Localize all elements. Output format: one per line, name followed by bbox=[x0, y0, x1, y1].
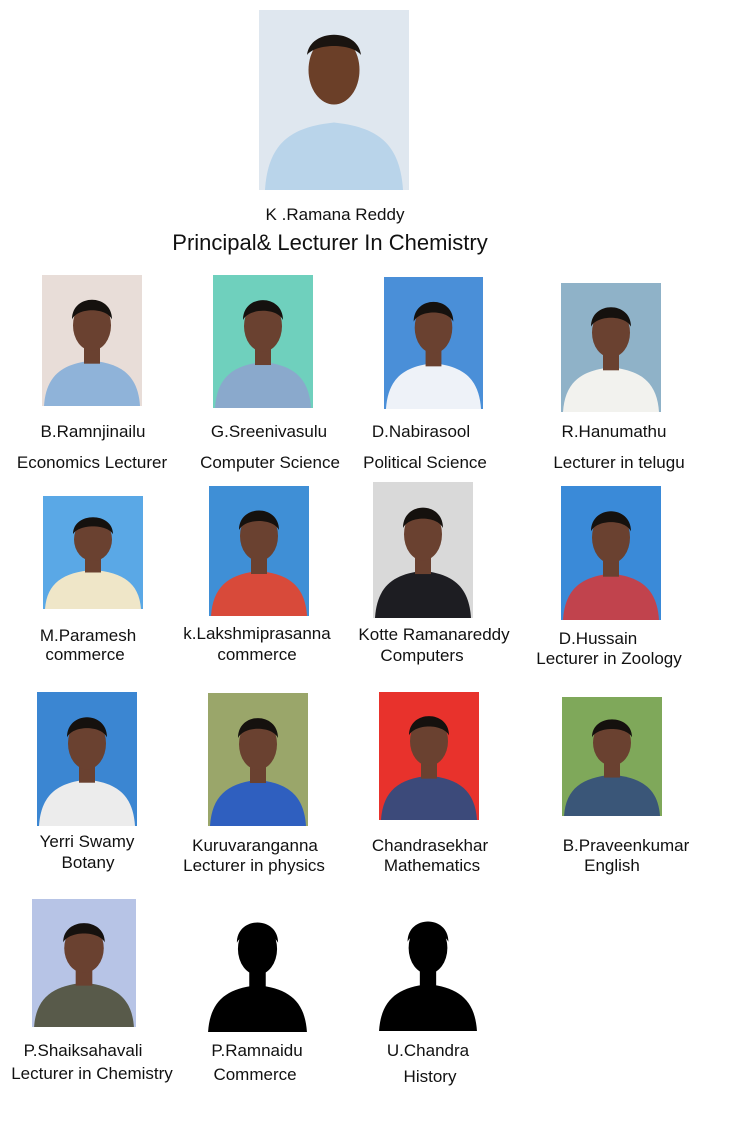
staff-photo-yerri-swamy bbox=[37, 692, 137, 826]
staff-photo-p-ramnaidu bbox=[206, 897, 309, 1032]
staff-photo-r-hanumathu bbox=[561, 283, 661, 412]
staff-role-yerri-swamy: Botany bbox=[61, 853, 115, 872]
staff-photo-kuruvaranganna bbox=[208, 693, 308, 826]
staff-role-m-paramesh: commerce bbox=[45, 645, 125, 664]
staff-name-chandrasekhar: Chandrasekhar bbox=[371, 836, 489, 855]
staff-photo-chandrasekhar bbox=[379, 692, 479, 820]
staff-name-m-paramesh: M.Paramesh bbox=[39, 626, 137, 645]
staff-role-g-sreenivasulu: Computer Science bbox=[200, 453, 340, 472]
principal-name: K .Ramana Reddy bbox=[265, 205, 405, 224]
staff-role-d-nabirasool: Political Science bbox=[363, 453, 487, 472]
staff-role-k-lakshmiprasanna: commerce bbox=[217, 645, 297, 664]
staff-name-d-hussain: D.Hussain bbox=[558, 629, 638, 648]
principal-photo bbox=[259, 10, 409, 190]
staff-name-g-sreenivasulu: G.Sreenivasulu bbox=[210, 422, 328, 441]
staff-name-r-hanumathu: R.Hanumathu bbox=[561, 422, 667, 441]
staff-name-p-shaiksahavali: P.Shaiksahavali bbox=[23, 1041, 143, 1060]
staff-role-u-chandra: History bbox=[403, 1067, 457, 1086]
staff-photo-p-shaiksahavali bbox=[32, 899, 136, 1027]
staff-name-u-chandra: U.Chandra bbox=[386, 1041, 470, 1060]
staff-role-b-ramnjinailu: Economics Lecturer bbox=[16, 453, 168, 472]
staff-photo-g-sreenivasulu bbox=[213, 275, 313, 408]
staff-photo-b-praveenkumar bbox=[562, 697, 662, 816]
staff-name-b-praveenkumar: B.Praveenkumar bbox=[562, 836, 690, 855]
staff-name-k-lakshmiprasanna: k.Lakshmiprasanna bbox=[183, 624, 331, 643]
staff-name-p-ramnaidu: P.Ramnaidu bbox=[211, 1041, 303, 1060]
principal-title: Principal& Lecturer In Chemistry bbox=[172, 230, 488, 255]
staff-role-r-hanumathu: Lecturer in telugu bbox=[553, 453, 685, 472]
staff-name-b-ramnjinailu: B.Ramnjinailu bbox=[40, 422, 146, 441]
staff-role-b-praveenkumar: English bbox=[584, 856, 640, 875]
staff-photo-d-nabirasool bbox=[384, 277, 483, 409]
staff-photo-k-lakshmiprasanna bbox=[209, 486, 309, 616]
staff-role-kotte-ramanareddy: Computers bbox=[380, 646, 464, 665]
staff-photo-u-chandra bbox=[377, 896, 479, 1031]
staff-role-d-hussain: Lecturer in Zoology bbox=[536, 649, 682, 668]
staff-role-p-ramnaidu: Commerce bbox=[213, 1065, 297, 1084]
staff-name-kuruvaranganna: Kuruvaranganna bbox=[192, 836, 318, 855]
staff-photo-m-paramesh bbox=[43, 496, 143, 609]
staff-name-d-nabirasool: D.Nabirasool bbox=[371, 422, 471, 441]
staff-photo-d-hussain bbox=[561, 486, 661, 620]
staff-name-yerri-swamy: Yerri Swamy bbox=[39, 832, 135, 851]
staff-photo-b-ramnjinailu bbox=[42, 275, 142, 406]
staff-role-chandrasekhar: Mathematics bbox=[383, 856, 481, 875]
staff-photo-kotte-ramanareddy bbox=[373, 482, 473, 618]
staff-role-p-shaiksahavali: Lecturer in Chemistry bbox=[11, 1064, 173, 1083]
staff-role-kuruvaranganna: Lecturer in physics bbox=[183, 856, 325, 875]
staff-name-kotte-ramanareddy: Kotte Ramanareddy bbox=[358, 625, 510, 644]
